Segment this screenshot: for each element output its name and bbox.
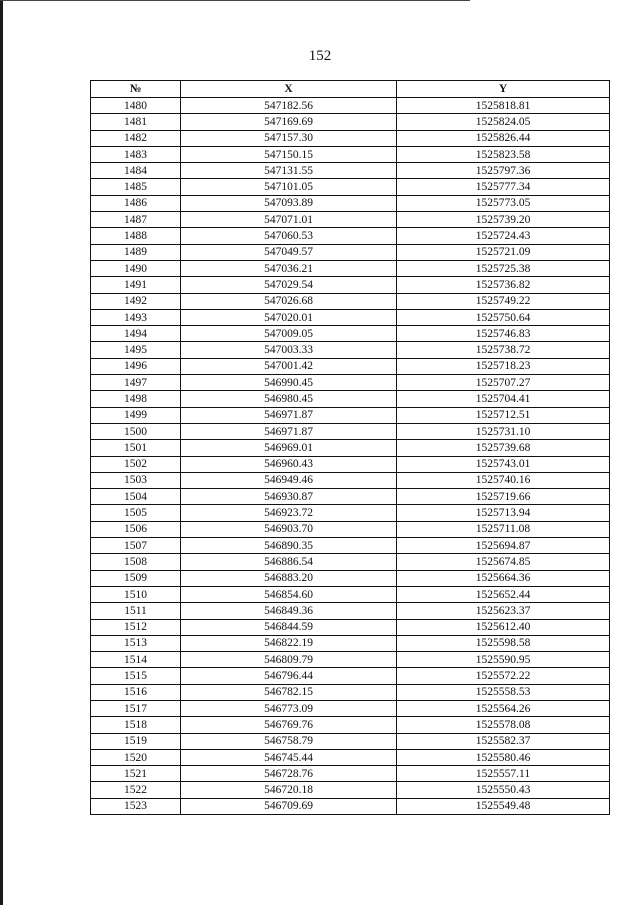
table-row [91,277,610,293]
cell-x: 547131.55 [181,163,397,179]
cell-x: 546773.09 [181,700,397,716]
cell-y: 1525564.26 [397,700,610,716]
cell-y: 1525664.36 [397,570,610,586]
table-row [91,98,610,114]
cell-x: 546883.20 [181,570,397,586]
cell-number: 1491 [91,277,181,293]
cell-y: 1525823.58 [397,146,610,162]
scan-edge-left [0,0,3,905]
cell-y: 1525580.46 [397,749,610,765]
cell-number: 1484 [91,163,181,179]
cell-x: 546960.43 [181,456,397,472]
table-row [91,212,610,228]
header-row [91,81,610,98]
cell-y: 1525623.37 [397,603,610,619]
table-row [91,749,610,765]
cell-y: 1525739.20 [397,212,610,228]
cell-number: 1519 [91,733,181,749]
cell-number: 1486 [91,195,181,211]
cell-y: 1525773.05 [397,195,610,211]
cell-number: 1523 [91,798,181,814]
cell-number: 1513 [91,635,181,651]
table-row [91,260,610,276]
cell-x: 546728.76 [181,766,397,782]
table-row [91,521,610,537]
header-x: X [181,81,397,98]
cell-x: 546980.45 [181,391,397,407]
cell-number: 1512 [91,619,181,635]
cell-x: 547009.05 [181,326,397,342]
table-row [91,489,610,505]
cell-y: 1525582.37 [397,733,610,749]
cell-y: 1525740.16 [397,472,610,488]
cell-y: 1525777.34 [397,179,610,195]
cell-y: 1525557.11 [397,766,610,782]
cell-x: 547071.01 [181,212,397,228]
cell-y: 1525718.23 [397,358,610,374]
table-row [91,798,610,814]
cell-number: 1511 [91,603,181,619]
cell-number: 1499 [91,407,181,423]
scan-edge-top [0,0,470,1]
table-row [91,375,610,391]
cell-y: 1525598.58 [397,635,610,651]
cell-x: 546769.76 [181,717,397,733]
cell-x: 546971.87 [181,423,397,439]
cell-y: 1525719.66 [397,489,610,505]
cell-number: 1514 [91,652,181,668]
cell-number: 1487 [91,212,181,228]
cell-number: 1504 [91,489,181,505]
cell-y: 1525590.95 [397,652,610,668]
table-row [91,309,610,325]
header-number: № [91,81,181,98]
table-row [91,179,610,195]
cell-y: 1525612.40 [397,619,610,635]
cell-number: 1516 [91,684,181,700]
table-row [91,342,610,358]
cell-x: 546758.79 [181,733,397,749]
cell-y: 1525713.94 [397,505,610,521]
cell-x: 547157.30 [181,130,397,146]
table-header [91,81,610,98]
table-row [91,717,610,733]
cell-x: 547182.56 [181,98,397,114]
cell-x: 547101.05 [181,179,397,195]
table-row [91,440,610,456]
table-row [91,163,610,179]
table-row [91,130,610,146]
cell-number: 1509 [91,570,181,586]
table-row [91,554,610,570]
cell-x: 546809.79 [181,652,397,668]
cell-x: 546854.60 [181,586,397,602]
cell-number: 1498 [91,391,181,407]
cell-x: 547029.54 [181,277,397,293]
table-row [91,472,610,488]
table-row [91,570,610,586]
cell-x: 546969.01 [181,440,397,456]
cell-x: 547049.57 [181,244,397,260]
cell-x: 547169.69 [181,114,397,130]
cell-number: 1493 [91,309,181,325]
cell-number: 1495 [91,342,181,358]
cell-y: 1525721.09 [397,244,610,260]
cell-y: 1525711.08 [397,521,610,537]
cell-number: 1482 [91,130,181,146]
table-row [91,652,610,668]
table-row [91,700,610,716]
cell-y: 1525736.82 [397,277,610,293]
table-row [91,766,610,782]
cell-number: 1506 [91,521,181,537]
cell-x: 546720.18 [181,782,397,798]
table-row [91,619,610,635]
cell-number: 1521 [91,766,181,782]
cell-number: 1518 [91,717,181,733]
cell-number: 1483 [91,146,181,162]
table-row [91,684,610,700]
table-row [91,293,610,309]
cell-y: 1525743.01 [397,456,610,472]
cell-number: 1497 [91,375,181,391]
table-row [91,668,610,684]
cell-number: 1494 [91,326,181,342]
cell-x: 546971.87 [181,407,397,423]
page-number: 152 [308,48,332,64]
table-row [91,603,610,619]
cell-x: 546886.54 [181,554,397,570]
table-body [91,98,610,815]
table-row [91,391,610,407]
cell-number: 1505 [91,505,181,521]
cell-number: 1507 [91,538,181,554]
cell-y: 1525694.87 [397,538,610,554]
cell-y: 1525739.68 [397,440,610,456]
cell-number: 1503 [91,472,181,488]
cell-number: 1515 [91,668,181,684]
cell-number: 1510 [91,586,181,602]
cell-y: 1525652.44 [397,586,610,602]
cell-x: 547093.89 [181,195,397,211]
cell-x: 547001.42 [181,358,397,374]
cell-number: 1496 [91,358,181,374]
table-row [91,423,610,439]
cell-x: 547003.33 [181,342,397,358]
cell-number: 1488 [91,228,181,244]
cell-y: 1525746.83 [397,326,610,342]
cell-y: 1525818.81 [397,98,610,114]
cell-number: 1490 [91,260,181,276]
cell-y: 1525824.05 [397,114,610,130]
cell-x: 546796.44 [181,668,397,684]
cell-x: 547020.01 [181,309,397,325]
cell-x: 546903.70 [181,521,397,537]
cell-x: 546844.59 [181,619,397,635]
table-row [91,733,610,749]
cell-y: 1525704.41 [397,391,610,407]
table-row [91,538,610,554]
cell-number: 1522 [91,782,181,798]
table-row [91,358,610,374]
cell-x: 546849.36 [181,603,397,619]
cell-x: 547036.21 [181,260,397,276]
table-row [91,586,610,602]
cell-x: 546990.45 [181,375,397,391]
cell-y: 1525749.22 [397,293,610,309]
coordinates-table [90,80,610,815]
cell-y: 1525731.10 [397,423,610,439]
table-row [91,244,610,260]
cell-y: 1525712.51 [397,407,610,423]
cell-y: 1525797.36 [397,163,610,179]
cell-number: 1517 [91,700,181,716]
cell-x: 546745.44 [181,749,397,765]
cell-y: 1525578.08 [397,717,610,733]
cell-number: 1520 [91,749,181,765]
cell-y: 1525550.43 [397,782,610,798]
cell-y: 1525725.38 [397,260,610,276]
table-row [91,782,610,798]
table-row [91,195,610,211]
cell-x: 546949.46 [181,472,397,488]
table-row [91,228,610,244]
header-y: Y [397,81,610,98]
cell-number: 1481 [91,114,181,130]
cell-number: 1492 [91,293,181,309]
cell-x: 546709.69 [181,798,397,814]
cell-x: 546822.19 [181,635,397,651]
table-row [91,114,610,130]
cell-number: 1489 [91,244,181,260]
table-row [91,456,610,472]
cell-y: 1525750.64 [397,309,610,325]
cell-number: 1485 [91,179,181,195]
cell-y: 1525826.44 [397,130,610,146]
cell-x: 546930.87 [181,489,397,505]
cell-number: 1500 [91,423,181,439]
cell-y: 1525707.27 [397,375,610,391]
cell-x: 547150.15 [181,146,397,162]
table-row [91,146,610,162]
cell-number: 1501 [91,440,181,456]
cell-number: 1480 [91,98,181,114]
cell-x: 546923.72 [181,505,397,521]
cell-y: 1525549.48 [397,798,610,814]
cell-y: 1525558.53 [397,684,610,700]
cell-number: 1508 [91,554,181,570]
cell-y: 1525724.43 [397,228,610,244]
cell-x: 546782.15 [181,684,397,700]
cell-y: 1525674.85 [397,554,610,570]
table-row [91,326,610,342]
cell-y: 1525572.22 [397,668,610,684]
cell-x: 547060.53 [181,228,397,244]
cell-x: 546890.35 [181,538,397,554]
table-row [91,635,610,651]
table-row [91,505,610,521]
cell-y: 1525738.72 [397,342,610,358]
table-row [91,407,610,423]
cell-x: 547026.68 [181,293,397,309]
cell-number: 1502 [91,456,181,472]
